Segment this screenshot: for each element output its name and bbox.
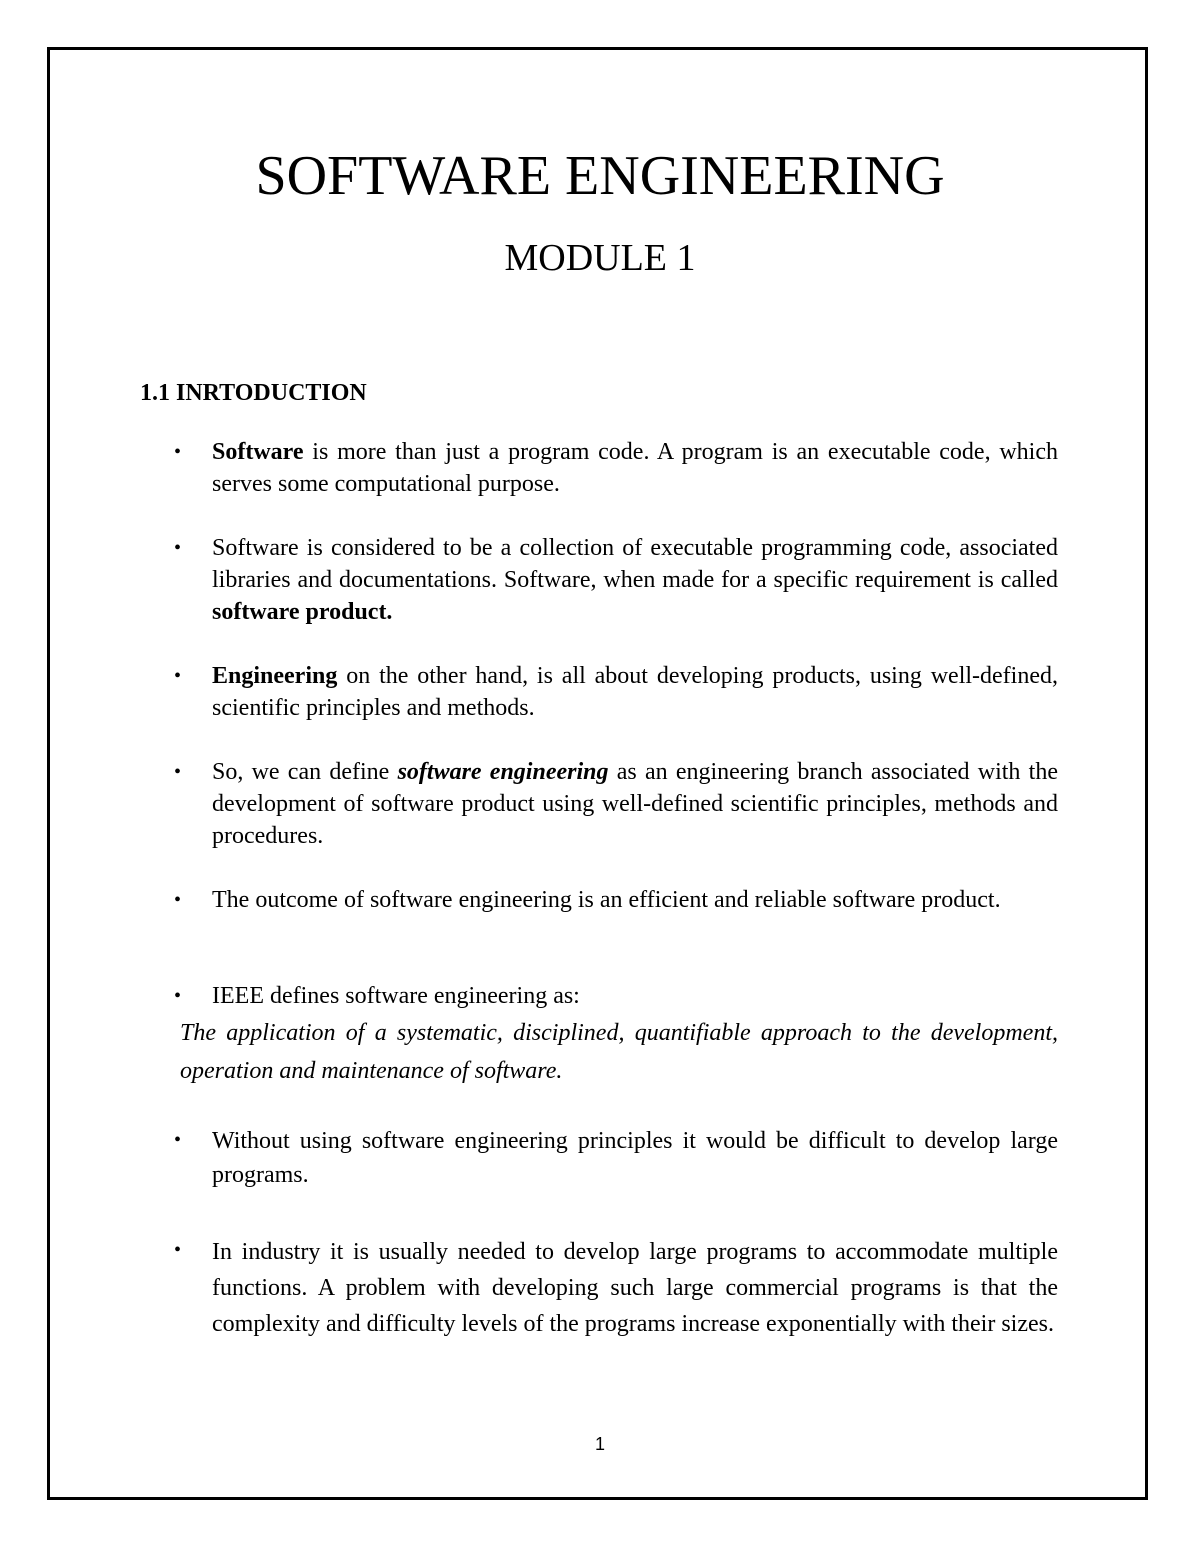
bold-term: Software	[212, 439, 304, 465]
list-item	[174, 436, 1058, 500]
text-run: The outcome of software engineering is an efficient and reliable software product.	[212, 887, 1001, 913]
ieee-definition-quote: The application of a systematic, disciplined, quantifiable approach to the development, operation and maintenance of software.	[180, 1020, 1058, 1084]
text-run: IEEE defines software engineering as:	[212, 983, 580, 1009]
bullet-icon: •	[174, 761, 182, 783]
list-item	[174, 756, 1058, 852]
list-item-text	[212, 436, 1058, 500]
list-item	[174, 884, 1058, 916]
list-item-text	[212, 980, 1058, 1012]
bullet-icon: •	[174, 1239, 182, 1261]
list-item-text	[212, 532, 1058, 628]
bullet-icon: •	[174, 441, 182, 463]
bullet-icon: •	[174, 1129, 182, 1151]
bullet-icon: •	[174, 985, 182, 1007]
bullet-icon: •	[174, 537, 182, 559]
list-item	[174, 1234, 1058, 1342]
document-title: SOFTWARE ENGINEERING	[255, 145, 945, 207]
bold-term: Engineering	[212, 663, 338, 689]
text-run: Without using software engineering principles it would be difficult to develop large programs.	[212, 1128, 1058, 1188]
list-item	[174, 660, 1058, 724]
bullet-icon: •	[174, 665, 182, 687]
text-run: as an engineering branch associated with the development of software product using well-defined scientific principles, methods and procedures.	[212, 759, 1058, 849]
text-run: In industry it is usually needed to develop large programs to accommodate multiple functions. A problem with developing such large commercial programs is that the complexity and difficulty levels of the programs increase exponentially with their sizes.	[212, 1239, 1058, 1337]
text-run: on the other hand, is all about developing products, using well-defined, scientific principles and methods.	[212, 663, 1058, 721]
list-item	[174, 1124, 1058, 1192]
bullet-icon: •	[174, 889, 182, 911]
list-item-text	[212, 660, 1058, 724]
bold-italic-term: software engineering	[397, 759, 609, 785]
text-run: is more than just a program code. A program is an executable code, which serves some computational purpose.	[212, 439, 1058, 497]
list-item	[174, 532, 1058, 628]
list-item-text	[212, 1124, 1058, 1192]
list-item	[174, 980, 1058, 1012]
module-heading: MODULE 1	[504, 237, 696, 279]
text-run: So, we can define	[212, 759, 398, 785]
bold-term: software product.	[212, 599, 393, 625]
page-number: 1	[594, 1434, 605, 1454]
text-run: Software is considered to be a collection of executable programming code, associated libraries and documentations. Software, when made for a specific requirement is called	[212, 535, 1058, 593]
list-item-text	[212, 1234, 1058, 1342]
section-heading: 1.1 INRTODUCTION	[140, 380, 367, 406]
list-item-text	[212, 756, 1058, 852]
list-item-text	[212, 884, 1058, 916]
